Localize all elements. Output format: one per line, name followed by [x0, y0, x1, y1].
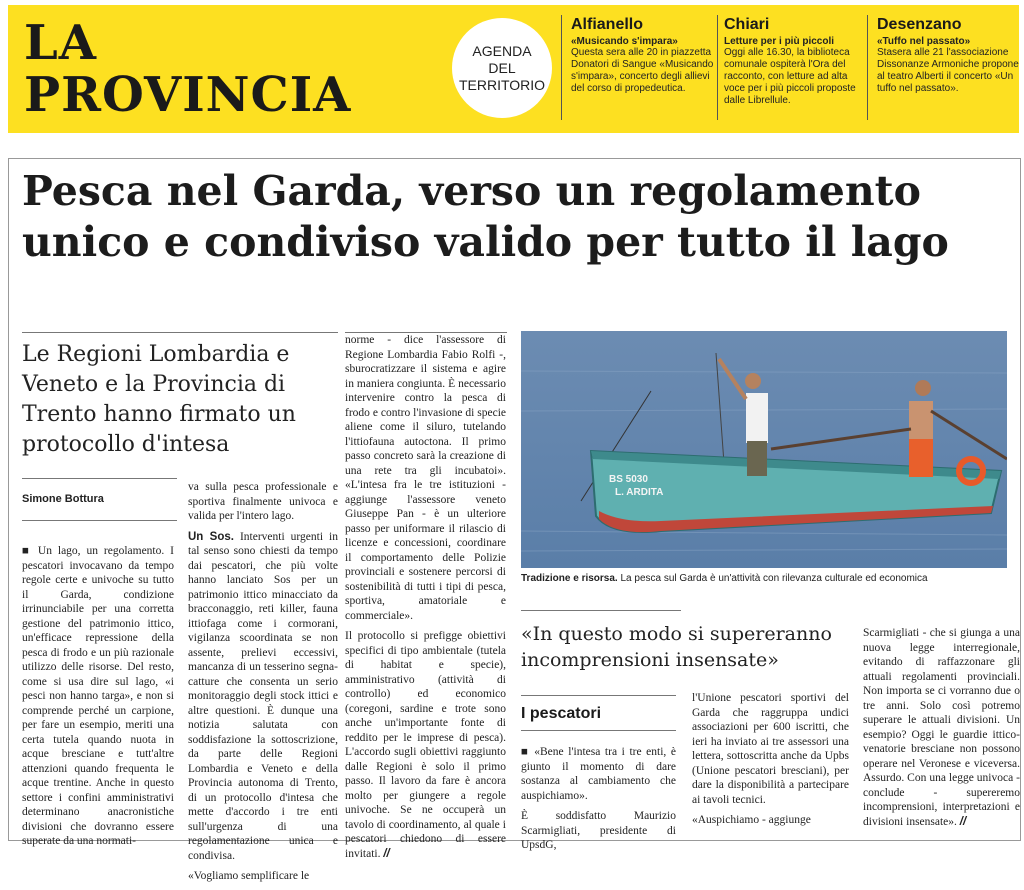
article-column-2: va sulla pesca professionale e sportiva finalmente univoca e valida per l'intero lago. Un Sos. Interventi urgenti in tal senso sono chiesti da tempo dai pescatori, che più volte hanno lanciato Sos per un patrimonio ittico minacciato da bracconaggio, reti killer, fauna ittiofaga come i cormorani, vigilanza scoordinata se non assente, prelievi eccessivi, mancanza di un tesserino segna-catture che consenta un serio monitoraggio degli stock ittici e altre questioni. È dunque una notizia salutata con soddisfazione la sottoscrizione, da parte delle Regioni Lombardia e Veneto e della Provincia autonoma di Trento, di un protocollo d'intesa che mette d'accordo i tre enti sull'urgenza di una regolamentazione unica e condivisa. «Vogliamo semplificare le [188, 481, 339, 882]
boat-registration: BS 5030 [609, 474, 648, 485]
article-column-5: l'Unione pescatori sportivi del Garda che raggruppa undici associazioni per 600 iscritti, che ieri ha inviato ai tre assessori una lettera, sottoscritta anche da Upbs (Unione pescatori bresciani), per dare la disponibilità a partecipare ai tavoli tecnici. «Auspichiamo - aggiunge [692, 692, 849, 826]
agenda-item-chiari: Chiari Letture per i più piccoli Oggi alle 16.30, la biblioteca comunale ospiterà l'Ora del racconto, con letture ad alta voce per i più piccoli proposte dalle Librellule. [724, 16, 856, 106]
agenda-item-desenzano: Desenzano «Tuffo nel passato» Stasera alle 21 l'associazione Dissonanze Armoniche propone al teatro Alberti il concerto «Un tuffo nel passato». [877, 16, 1019, 94]
subtitle-rule [22, 332, 338, 333]
article-column-6: Scarmigliati - che si giunga a una nuova legge interregionale, evitando di raffazzonare gli attuali regolamenti provinciali. Non importa se ci vorranno due o tre anni. Solo così potremo superare le attuali divisioni. Un esempio? Oggi le guardie ittico-venatorie bresciane non possono operare nel Veronese e viceversa. Assurdo. Con una legge univoca - conclude - supereremo incomprensioni, interpretazioni e divisioni insensate». // [863, 627, 1020, 828]
section-rule [521, 730, 676, 731]
article-subtitle: Le Regioni Lombardia e Veneto e la Provincia di Trento hanno firmato un protocollo d'intesa [22, 342, 296, 457]
fishing-boat-photo [521, 331, 1007, 568]
quote-rule [521, 610, 681, 611]
article-column-3: norme - dice l'assessore di Regione Lombardia Fabio Rolfi -, sburocratizzare il sistema e agire in maniera congiunta. È necessario intervenire contro la pesca di frodo e contro l'invasione di specie aliene come il siluro, tutelando l'ittiofauna autoctona. Il primo passo concreto sarà la creazione di una rete tra gli incubatoi». «L'intesa fra le tre istituzioni - aggiunge l'assessore veneto Giuseppe Pan - è un ulteriore passo per uniformare il rilascio di licenze e concessioni, coordinare il comportamento delle Polizie provinciali e sostenere percorsi di sostenibilità di tutti i tipi di pesca, sportiva, amatoriale e commerciale». Il protocollo si prefigge obiettivi specifici di tipo ambientale (tutela di habitat e specie), amministrativo (attività di controllo) ed economico (coregoni, sardine e trote sono anche un'importante fonte di reddito per le imprese di pesca). L'accordo sugli obiettivi raggiunto dalle Regioni è solo il primo passo. Il lavoro da fare è ancora molto per giungere a regole univoche. Se ne occuperà un tavolo di coordinamento, al quale i pescatori chiedono di essere invitati. // [345, 334, 506, 860]
article-column-1: ■ Un lago, un regolamento. I pescatori invocavano da tempo regole certe e univoche su tutto il Garda, condizione irrinunciabile per una corretta gestione del patrimonio ittico, un'efficace repressione della pesca di frodo e un più razionale utilizzo delle risorse. Del resto, come si usa dire sul lago, «i pesci non hanno targa», e non si comprende perché un carpione, per fare un esempio, meriti una certa tutela quando nuota in acque bresciane e tutt'altre attenzioni quando frequenta le acque trentine. Anche in questo settore i confini amministrativi determinano anacronistiche divisioni che dovranno essere superate da una normati- [22, 545, 174, 847]
photo-caption: Tradizione e risorsa. La pesca sul Garda è un'attività con rilevanza culturale ed economica [521, 573, 928, 584]
agenda-divider [561, 15, 562, 120]
section-rule [521, 695, 676, 696]
article-headline: Pesca nel Garda, verso un regolamento unico e condiviso valido per tutto il lago [22, 167, 949, 266]
byline-rule [22, 478, 177, 479]
pull-quote: «In questo modo si supereranno incomprensioni insensate» [521, 623, 832, 671]
article-photo [521, 331, 1007, 568]
byline-rule [22, 520, 177, 521]
newspaper-logo: LA PROVINCIA [24, 15, 352, 123]
agenda-badge: AGENDA DEL TERRITORIO [452, 18, 552, 118]
section-label: I pescatori [521, 705, 602, 722]
article-column-4: ■ «Bene l'intesa tra i tre enti, è giunto il momento di dare sostanza al cambiamento che auspichiamo». È soddisfatto Maurizio Scarmigliati, presidente di UpsdG, [521, 746, 676, 851]
agenda-divider [717, 15, 718, 120]
agenda-divider [867, 15, 868, 120]
masthead-banner [8, 5, 1019, 133]
boat-name: L. ARDITA [615, 487, 664, 498]
byline: Simone Bottura [22, 493, 104, 505]
agenda-item-alfianello: Alfianello «Musicando s'impara» Questa sera alle 20 in piazzetta Donatori di Sangue «Musicando s'impara», concerto degli allievi del corso di propedeutica. [571, 16, 714, 94]
